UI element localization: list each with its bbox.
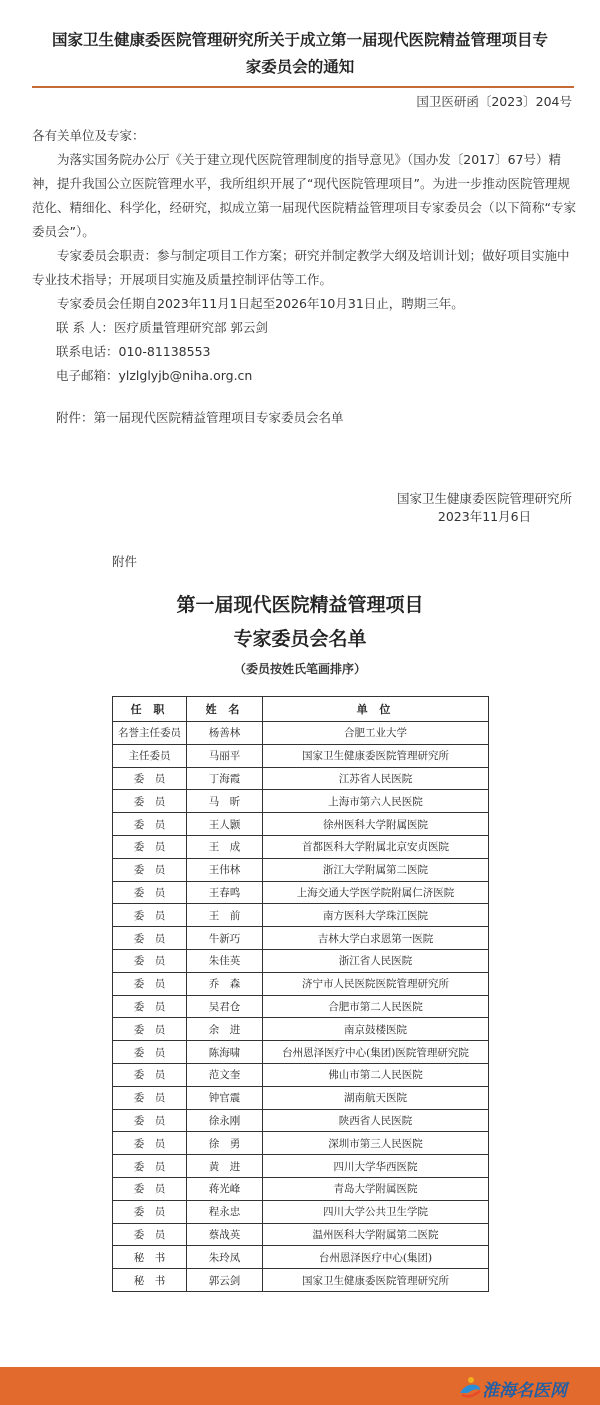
- cell-position: 委 员: [113, 1223, 187, 1246]
- table-row: [113, 767, 489, 790]
- cell-unit: 国家卫生健康委医院管理研究所: [263, 1269, 489, 1292]
- paragraph-background: 为落实国务院办公厅《关于建立现代医院管理制度的指导意见》（国办发〔2017〕67号）精神，提升我国公立医院管理水平，我所组织开展了“现代医院管理项目”。为进一步推动医院管理规范化、精细化、科学化，经研究，拟成立第一届现代医院精益管理项目专家委员会（以下简称“专家委员会”）。: [32, 152, 576, 239]
- cell-position: 名誉主任委员: [113, 722, 187, 745]
- table-row: [113, 858, 489, 881]
- cell-unit: 上海交通大学医学院附属仁济医院: [263, 881, 489, 904]
- table-header-row: [113, 697, 489, 722]
- notice-body: [32, 124, 576, 430]
- table-row: [113, 881, 489, 904]
- cell-name: 马丽平: [187, 744, 263, 767]
- notice-title-line1: 国家卫生健康委医院管理研究所关于成立第一届现代医院精益管理项目专: [51, 30, 548, 49]
- cell-unit: 合肥市第二人民医院: [263, 995, 489, 1018]
- table-row: [113, 1041, 489, 1064]
- cell-name: 徐永刚: [187, 1109, 263, 1132]
- cell-position: 委 员: [113, 1018, 187, 1041]
- table-row: [113, 722, 489, 745]
- signature-block: [397, 490, 572, 526]
- table-row: [113, 995, 489, 1018]
- cell-position: 委 员: [113, 813, 187, 836]
- cell-position: 秘 书: [113, 1269, 187, 1292]
- cell-position: 委 员: [113, 1200, 187, 1223]
- paragraph-duties: 专家委员会职责：参与制定项目工作方案；研究并制定教学大纲及培训计划；做好项目实施中专业技术指导；开展项目实施及质量控制评估等工作。: [32, 248, 570, 287]
- cell-unit: 四川大学华西医院: [263, 1155, 489, 1178]
- notice-title-line2: 家委员会的通知: [245, 57, 355, 76]
- table-row: [113, 813, 489, 836]
- attachment-label: 附件: [112, 554, 138, 569]
- cell-position: 秘 书: [113, 1246, 187, 1269]
- cell-unit: 陕西省人民医院: [263, 1109, 489, 1132]
- cell-name: 余 进: [187, 1018, 263, 1041]
- cell-name: 范文奎: [187, 1063, 263, 1086]
- signature-org: 国家卫生健康委医院管理研究所: [396, 491, 572, 506]
- attachment-title-line2: 专家委员会名单: [233, 628, 367, 650]
- cell-name: 王春鸣: [187, 881, 263, 904]
- cell-name: 朱玲凤: [187, 1246, 263, 1269]
- document-number: 国卫医研函〔2023〕204号: [416, 94, 572, 109]
- cell-position: 委 员: [113, 1155, 187, 1178]
- cell-name: 朱佳英: [187, 949, 263, 972]
- paragraph-term: 专家委员会任期自2023年11月1日起至2026年10月31日止，聘期三年。: [57, 296, 464, 311]
- signature-date: 2023年11月6日: [437, 509, 532, 524]
- cell-unit: 浙江省人民医院: [263, 949, 489, 972]
- contact-person: 联 系 人：医疗质量管理研究部 郭云剑: [56, 320, 268, 335]
- contact-phone: 联系电话：010-81138553: [56, 344, 211, 359]
- table-row: [113, 744, 489, 767]
- table-row: [113, 1132, 489, 1155]
- cell-unit: 温州医科大学附属第二医院: [263, 1223, 489, 1246]
- cell-position: 委 员: [113, 1063, 187, 1086]
- cell-unit: 江苏省人民医院: [263, 767, 489, 790]
- cell-position: 委 员: [113, 949, 187, 972]
- cell-name: 乔 森: [187, 972, 263, 995]
- title-divider: [32, 86, 574, 88]
- cell-name: 蒋光峰: [187, 1177, 263, 1200]
- cell-position: 委 员: [113, 767, 187, 790]
- cell-name: 郭云剑: [187, 1269, 263, 1292]
- cell-position: 委 员: [113, 835, 187, 858]
- cell-name: 马 昕: [187, 790, 263, 813]
- table-row: [113, 1200, 489, 1223]
- header-name: 姓 名: [187, 697, 263, 722]
- table-row: [113, 1063, 489, 1086]
- cell-name: 丁海霞: [187, 767, 263, 790]
- table-row: [113, 927, 489, 950]
- cell-unit: 台州恩泽医疗中心(集团): [263, 1246, 489, 1269]
- table-row: [113, 1086, 489, 1109]
- header-unit: 单 位: [263, 697, 489, 722]
- cell-name: 蔡战英: [187, 1223, 263, 1246]
- header-position: 任 职: [113, 697, 187, 722]
- table-row: [113, 1223, 489, 1246]
- cell-unit: 济宁市人民医院医院管理研究所: [263, 972, 489, 995]
- cell-position: 委 员: [113, 1109, 187, 1132]
- cell-unit: 上海市第六人民医院: [263, 790, 489, 813]
- contact-email: 电子邮箱：ylzlglyjb@niha.org.cn: [56, 368, 253, 383]
- cell-unit: 合肥工业大学: [263, 722, 489, 745]
- attachment-note: 附件：第一届现代医院精益管理项目专家委员会名单: [56, 410, 344, 425]
- salutation: 各有关单位及专家：: [32, 128, 145, 143]
- cell-position: 委 员: [113, 904, 187, 927]
- cell-name: 王伟林: [187, 858, 263, 881]
- table-row: [113, 1018, 489, 1041]
- watermark-text: 淮海名医网: [482, 1381, 567, 1401]
- cell-name: 陈海啸: [187, 1041, 263, 1064]
- cell-position: 委 员: [113, 790, 187, 813]
- cell-unit: 佛山市第二人民医院: [263, 1063, 489, 1086]
- cell-position: 委 员: [113, 881, 187, 904]
- cell-name: 程永忠: [187, 1200, 263, 1223]
- cell-unit: 吉林大学白求恩第一医院: [263, 927, 489, 950]
- cell-position: 委 员: [113, 927, 187, 950]
- cell-name: 王 前: [187, 904, 263, 927]
- cell-name: 吴君仓: [187, 995, 263, 1018]
- cell-name: 徐 勇: [187, 1132, 263, 1155]
- cell-position: 委 员: [113, 858, 187, 881]
- site-watermark: [456, 1372, 596, 1402]
- cell-name: 黄 进: [187, 1155, 263, 1178]
- table-row: [113, 1155, 489, 1178]
- table-row: [113, 1177, 489, 1200]
- cell-unit: 南方医科大学珠江医院: [263, 904, 489, 927]
- table-row: [113, 1246, 489, 1269]
- cell-position: 委 员: [113, 1132, 187, 1155]
- notice-title: [30, 26, 570, 80]
- cell-name: 杨善林: [187, 722, 263, 745]
- cell-unit: 四川大学公共卫生学院: [263, 1200, 489, 1223]
- table-row: [113, 790, 489, 813]
- table-row: [113, 835, 489, 858]
- cell-unit: 浙江大学附属第二医院: [263, 858, 489, 881]
- cell-unit: 深圳市第三人民医院: [263, 1132, 489, 1155]
- cell-unit: 徐州医科大学附属医院: [263, 813, 489, 836]
- cell-unit: 南京鼓楼医院: [263, 1018, 489, 1041]
- cell-position: 委 员: [113, 1041, 187, 1064]
- cell-unit: 首都医科大学附属北京安贞医院: [263, 835, 489, 858]
- table-row: [113, 949, 489, 972]
- cell-position: 委 员: [113, 1177, 187, 1200]
- cell-unit: 国家卫生健康委医院管理研究所: [263, 744, 489, 767]
- committee-roster-table: [112, 696, 489, 1292]
- cell-position: 委 员: [113, 995, 187, 1018]
- cell-name: 牛新巧: [187, 927, 263, 950]
- cell-name: 王 成: [187, 835, 263, 858]
- cell-name: 钟官震: [187, 1086, 263, 1109]
- table-row: [113, 1109, 489, 1132]
- attachment-title-line1: 第一届现代医院精益管理项目: [176, 594, 424, 616]
- cell-position: 主任委员: [113, 744, 187, 767]
- attachment-subtitle: （委员按姓氏笔画排序）: [233, 662, 366, 676]
- table-row: [113, 1269, 489, 1292]
- cell-unit: 台州恩泽医疗中心(集团)医院管理研究院: [263, 1041, 489, 1064]
- hand-logo-icon: [456, 1373, 484, 1401]
- table-row: [113, 972, 489, 995]
- table-row: [113, 904, 489, 927]
- cell-unit: 青岛大学附属医院: [263, 1177, 489, 1200]
- cell-position: 委 员: [113, 972, 187, 995]
- cell-name: 王人颢: [187, 813, 263, 836]
- cell-unit: 湖南航天医院: [263, 1086, 489, 1109]
- cell-position: 委 员: [113, 1086, 187, 1109]
